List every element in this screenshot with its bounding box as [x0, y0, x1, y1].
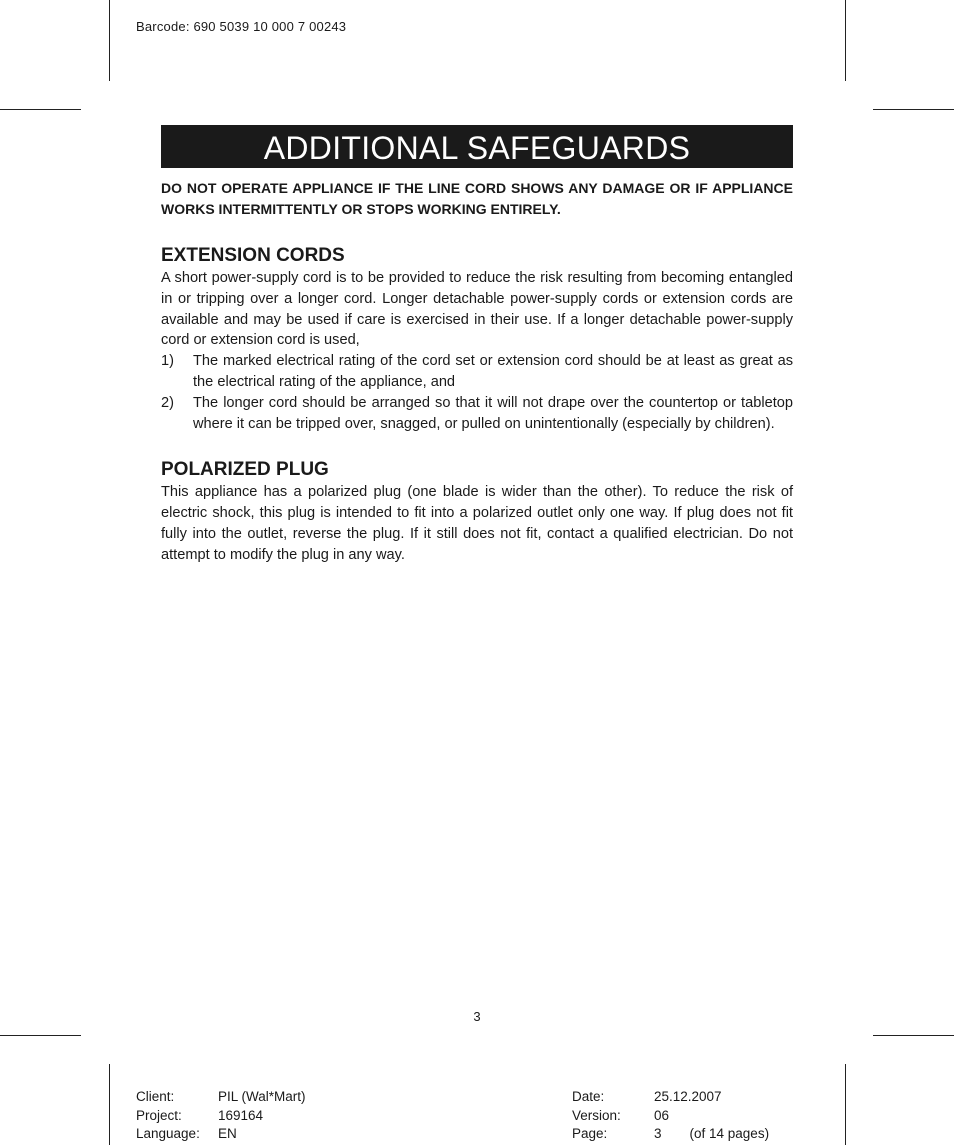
page-title: ADDITIONAL SAFEGUARDS — [161, 125, 793, 168]
extension-cords-list — [161, 351, 793, 434]
crop-mark-top-left — [109, 0, 110, 81]
crop-mark-left-lower — [0, 1035, 81, 1036]
polarized-plug-text: This appliance has a polarized plug (one blade is wider than the other). To reduce the risk of electric shock, this plug is intended to fit into a polarized outlet only one way. If plug does not fit fully into the outlet, reverse the plug. If it still does not fit, contact a qualified electrician. Do not attempt to modify the plug in any way. — [161, 484, 793, 563]
crop-mark-left-upper — [0, 109, 81, 110]
page-value: 3 — [654, 1126, 662, 1141]
crop-mark-bottom-left — [109, 1064, 110, 1145]
document-body — [161, 125, 793, 566]
warning-notice: DO NOT OPERATE APPLIANCE IF THE LINE CORD SHOWS ANY DAMAGE OR IF APPLIANCE WORKS INTERMITTENTLY OR STOPS WORKING ENTIRELY. — [161, 180, 793, 217]
list-item-text: The longer cord should be arranged so that it will not drape over the countertop or tabletop where it can be tripped over, snagged, or pulled on unintentionally (especially by children). — [193, 394, 793, 432]
date-label: Date: — [572, 1089, 605, 1104]
date-value: 25.12.2007 — [654, 1089, 722, 1104]
extension-cords-intro: A short power-supply cord is to be provided to reduce the risk resulting from becoming entangled in or tripping over a longer cord. Longer detachable power-supply cords or extension cords are available and may be used if care is exercised in their use. If a longer detachable power-supply cord or extension cord is used, — [161, 270, 793, 349]
list-item-number: 1) — [161, 353, 174, 370]
page-total: (of 14 pages) — [689, 1126, 770, 1141]
footer-right — [572, 1088, 769, 1144]
list-item — [161, 351, 793, 393]
language-label: Language: — [136, 1126, 200, 1141]
page-label: Page: — [572, 1126, 608, 1141]
client-label: Client: — [136, 1089, 175, 1104]
extension-cords-heading: EXTENSION CORDS — [161, 245, 345, 266]
crop-mark-top-right — [845, 0, 846, 81]
page-number: 3 — [473, 1009, 481, 1024]
list-item-text: The marked electrical rating of the cord set or extension cord should be at least as great as the electrical rating of the appliance, and — [193, 353, 793, 390]
version-label: Version: — [572, 1107, 621, 1123]
version-value: 06 — [654, 1107, 670, 1123]
list-item — [161, 393, 793, 435]
crop-mark-bottom-right — [845, 1064, 846, 1145]
crop-mark-right-lower — [873, 1035, 954, 1036]
language-value: EN — [218, 1126, 237, 1141]
barcode-text: Barcode: 690 5039 10 000 7 00243 — [136, 19, 347, 34]
project-label: Project: — [136, 1107, 182, 1123]
list-item-number: 2) — [161, 394, 174, 411]
polarized-plug-heading: POLARIZED PLUG — [161, 459, 329, 481]
crop-mark-right-upper — [873, 109, 954, 110]
client-value: PIL (Wal*Mart) — [218, 1089, 306, 1104]
project-value: 169164 — [218, 1107, 264, 1123]
footer-left — [136, 1088, 306, 1144]
